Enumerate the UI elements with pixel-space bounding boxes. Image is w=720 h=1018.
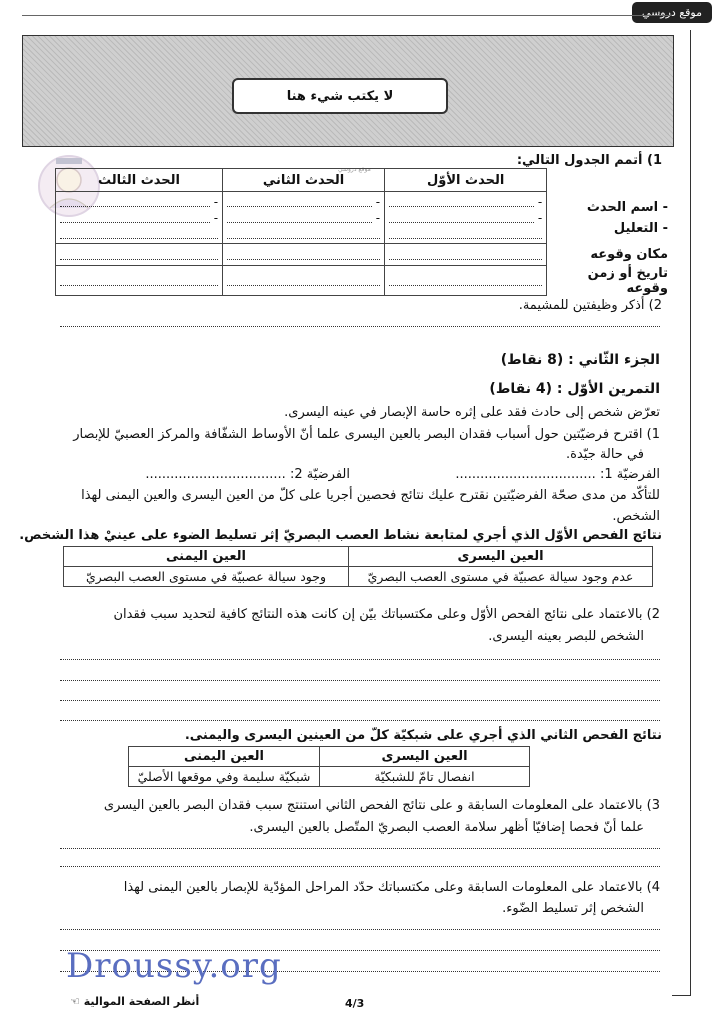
dash: - xyxy=(537,210,543,225)
q4-line1: 4) بالاعتماد على المعلومات السابقة وعلى مكتسباتك حدّد المراحل المؤدّية للإبصار بالعين اليمنى لهذا xyxy=(123,880,660,895)
answer-line[interactable] xyxy=(60,866,660,867)
answer-line[interactable] xyxy=(60,929,660,930)
hypothesis-2[interactable]: الفرضيّة 2: .................................. xyxy=(145,467,350,482)
cell-event-2-name[interactable] xyxy=(223,192,385,244)
exam1-header-right-eye: العين اليمنى xyxy=(64,547,349,567)
cell-event-3-name[interactable] xyxy=(56,192,223,244)
page-number: 4/3 xyxy=(345,997,365,1010)
page-frame-right xyxy=(690,30,691,996)
hypothesis-1[interactable]: الفرضيّة 1: .................................. xyxy=(455,467,660,482)
row-header-name-reason xyxy=(547,192,672,244)
verify-line1: للتأكّد من مدى صحّة الفرضيّتين نقترح عليك نتائج فحصين أجريا على كلّ من العين اليسرى والعين اليمنى لهذا xyxy=(81,488,660,503)
row-header-reason: - التعليل xyxy=(613,220,668,236)
col-header-event-1: الحدث الأوّل xyxy=(385,169,547,192)
part2-title: الجزء الثّاني : (8 نقاط) xyxy=(500,352,660,368)
row-header-name: - اسم الحدث xyxy=(586,199,668,215)
answer-line[interactable] xyxy=(60,700,660,701)
footer-next-text: أنظر الصفحة الموالية xyxy=(83,995,200,1008)
exam1-title: نتائج الفحص الأوّل الذي أجري لمتابعة نشاط العصب البصريّ إثر تسليط الضوء على عينيْ هذا الشخص. xyxy=(19,528,662,543)
verify-line2: الشخص. xyxy=(612,509,660,524)
answer-line[interactable] xyxy=(60,680,660,681)
row-header-time: تاريخ أو زمن وقوعه xyxy=(587,265,668,296)
dash: - xyxy=(213,210,219,225)
site-watermark: Droussy.org xyxy=(66,946,282,986)
answer-line[interactable] xyxy=(60,326,660,327)
cell-event-2-time[interactable] xyxy=(223,266,385,296)
exercise1-intro: تعرّض شخص إلى حادث فقد على إثره حاسة الإبصار في عينه اليسرى. xyxy=(284,405,660,420)
footer-next-page xyxy=(70,995,199,1008)
events-table xyxy=(55,168,672,296)
dash: - xyxy=(375,210,381,225)
no-write-label: لا يكتب شيء هنا xyxy=(232,78,448,114)
q2-placenta: 2) أذكر وظيفتين للمشيمة. xyxy=(518,298,662,313)
col-header-event-2: الحدث الثاني xyxy=(223,169,385,192)
q4-line2: الشخص إثر تسليط الضّوء. xyxy=(502,901,644,916)
row-header-place: مكان وقوعه xyxy=(590,247,668,262)
ex1-q1-line1: 1) اقترح فرضيّتين حول أسباب فقدان البصر بالعين اليسرى علما أنّ الأوساط الشفّافة والمركز العصبيّ للإبصار xyxy=(73,427,660,442)
pointing-hand-icon: ☜ xyxy=(70,995,80,1008)
exercise1-title: التمرين الأوّل : (4 نقاط) xyxy=(489,381,660,397)
answer-line[interactable] xyxy=(60,659,660,660)
exam2-left-result: انفصال تامّ للشبكيّة xyxy=(320,767,530,787)
dash: - xyxy=(375,194,381,209)
exam2-title: نتائج الفحص الثاني الذي أجري على شبكيّة كلّ من العينين اليسرى واليمنى. xyxy=(184,728,662,743)
q3-line2: علما أنّ فحصا إضافيّا أظهر سلامة العصب البصريّ المتّصل بالعين اليسرى. xyxy=(249,820,644,835)
exam2-table xyxy=(128,746,530,787)
exam1-left-result: عدم وجود سيالة عصبيّة في مستوى العصب البصريّ xyxy=(349,567,653,587)
site-badge: موقع دروسي xyxy=(632,2,712,23)
exam2-right-result: شبكيّة سليمة وفي موقعها الأصليّ xyxy=(129,767,320,787)
cell-event-1-time[interactable] xyxy=(385,266,547,296)
dash: - xyxy=(537,194,543,209)
cell-event-1-name[interactable] xyxy=(385,192,547,244)
cell-event-2-place[interactable] xyxy=(223,244,385,266)
exam1-header-left-eye: العين اليسرى xyxy=(349,547,653,567)
answer-line[interactable] xyxy=(60,720,660,721)
cell-event-1-place[interactable] xyxy=(385,244,547,266)
col-header-event-3: الحدث الثالث xyxy=(56,169,223,192)
q2-line2: الشخص للبصر بعينه اليسرى. xyxy=(488,629,644,644)
q2-line1: 2) بالاعتماد على نتائج الفحص الأوّل وعلى مكتسباتك بيّن إن كانت هذه النتائج كافية لتحديد سبب فقدان xyxy=(113,607,660,622)
small-watermark-text: موقع دروسي xyxy=(338,166,371,173)
dash: - xyxy=(213,194,219,209)
page-frame-bottom xyxy=(672,995,690,996)
exam2-header-left-eye: العين اليسرى xyxy=(320,747,530,767)
ex1-q1-line2: في حالة جيّدة. xyxy=(566,447,644,462)
q1-instruction: 1) أتمم الجدول التالي: xyxy=(516,153,662,168)
exam2-header-right-eye: العين اليمنى xyxy=(129,747,320,767)
q3-line1: 3) بالاعتماد على المعلومات السابقة و على نتائج الفحص الثاني استنتج سبب فقدان البصر بالعين اليسرى xyxy=(103,798,660,813)
exam1-table xyxy=(63,546,653,587)
cell-event-3-time[interactable] xyxy=(56,266,223,296)
cell-event-3-place[interactable] xyxy=(56,244,223,266)
top-divider xyxy=(22,15,672,16)
exam1-right-result: وجود سيالة عصبيّة في مستوى العصب البصريّ xyxy=(64,567,349,587)
answer-line[interactable] xyxy=(60,848,660,849)
